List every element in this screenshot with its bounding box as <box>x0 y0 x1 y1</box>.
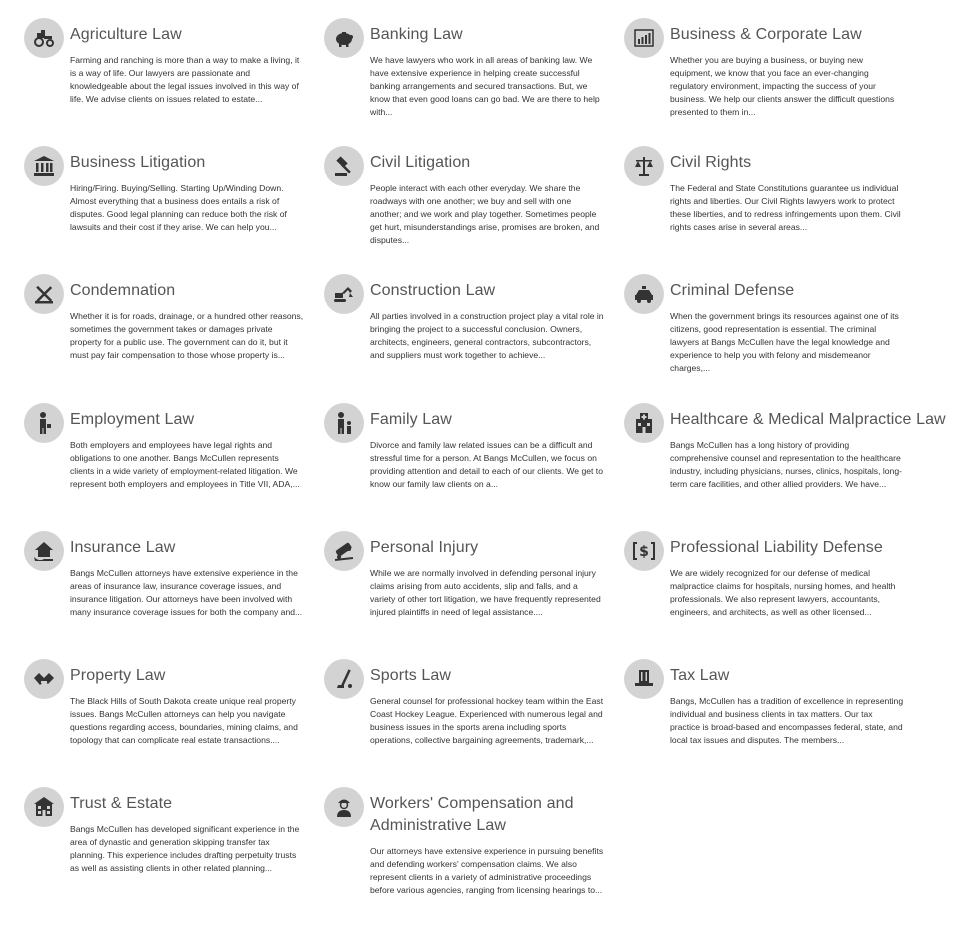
practice-area-title[interactable]: Trust & Estate <box>70 795 173 812</box>
businessman-icon[interactable] <box>24 403 64 443</box>
practice-area-description: General counsel for professional hockey team within the East Coast Hockey League. Experienced with numerous legal and business issues in the sports arena including sports operations, collective bargaining agreements, trademark,... <box>370 696 604 745</box>
uncle-sam-hat-icon[interactable] <box>624 659 664 699</box>
practice-area-title[interactable]: Banking Law <box>370 26 463 43</box>
practice-area-description: All parties involved in a construction project play a vital role in bringing the project to a successful conclusion. Owners, architects, engineers, general contractors, subcontractors, and suppliers must work together to achieve... <box>370 311 604 360</box>
practice-area-description: Hiring/Firing. Buying/Selling. Starting Up/Winding Down. Almost everything that a business does entails a risk of disputes. Good legal planning can reduce both the risk of lawsuits and their cost if they arise. We can help you... <box>70 183 287 232</box>
tractor-icon[interactable] <box>24 18 64 58</box>
practice-area-description: We are widely recognized for our defense of medical malpractice claims for hospitals, nursing homes, and health professionals. We also represent lawyers, accountants, engineers, and architects, as well as other licensed... <box>670 568 896 617</box>
practice-area-description: Both employers and employees have legal rights and obligations to one another. Bangs McCullen represents clients in a wide variety of employment-related litigation. We represent both employers and employees in Title VII, ADA,... <box>70 440 300 489</box>
family-icon[interactable] <box>324 403 364 443</box>
handshake-icon[interactable] <box>24 659 64 699</box>
practice-area-title[interactable]: Property Law <box>70 667 166 684</box>
practice-area-description: Bangs McCullen has a long history of providing comprehensive counsel and representation to the healthcare industry, including physicians, nurses, clinics, hospitals, long-term care facilities, and other allied providers. We have... <box>670 440 902 489</box>
practice-area-title[interactable]: Sports Law <box>370 667 452 684</box>
courthouse-icon[interactable] <box>24 146 64 186</box>
practice-area-title[interactable]: Tax Law <box>670 667 730 684</box>
practice-area-description: The Federal and State Constitutions guarantee us individual rights and liberties. Our Civil Rights lawyers work to protect these liberties, and to redress infringements upon them. Civil rights cases arise in several areas... <box>670 183 901 232</box>
estate-house-icon[interactable] <box>24 787 64 827</box>
practice-area-title[interactable]: Personal Injury <box>370 539 479 556</box>
practice-area-title[interactable]: Insurance Law <box>70 539 176 556</box>
practice-area-description: Bangs, McCullen has a tradition of excellence in representing individual and business clients in tax matters. Our tax practice is broad-based and encompasses federal, state, and local tax issues and disputes. The members... <box>670 696 904 745</box>
practice-area-title[interactable]: Professional Liability Defense <box>670 539 883 556</box>
practice-area-title[interactable]: Civil Rights <box>670 154 752 171</box>
practice-area-description: Farming and ranching is more than a way to make a living, it is a way of life. Our lawyers are passionate and knowledgeable about the legal issues involved in this way of life. We advise clients on issues related to estate... <box>70 55 300 104</box>
practice-area-title[interactable]: Civil Litigation <box>370 154 471 171</box>
scales-icon[interactable] <box>624 146 664 186</box>
dollar-bracket-icon[interactable] <box>624 531 664 571</box>
practice-area-description: Bangs McCullen attorneys have extensive experience in the areas of insurance law, insurance coverage issues, and insurance litigation. Our attorneys have been involved with many insurance coverage issues for both the company and... <box>70 568 303 617</box>
excavator-icon[interactable] <box>324 274 364 314</box>
practice-area-description: We have lawyers who work in all areas of banking law. We have extensive experience in helping create successful banking arrangements and secured transactions. But, we know that even good loans can go bad. We are there to help with... <box>370 55 600 117</box>
practice-area-title[interactable]: Family Law <box>370 411 452 428</box>
practice-area-title[interactable]: Agriculture Law <box>70 26 182 43</box>
practice-area-description: Divorce and family law related issues can be a difficult and stressful time for a person. At Bangs McCullen, we focus on providing attention and detail to each of our clients. We get to know our family law clients on a... <box>370 440 603 489</box>
piggy-bank-icon[interactable] <box>324 18 364 58</box>
practice-area-title[interactable]: Business & Corporate Law <box>670 26 862 43</box>
practice-area-title[interactable]: Construction Law <box>370 282 496 299</box>
practice-area-description: People interact with each other everyday. We share the roadways with one another; we buy and sell with one another; and we work and play together. Sometimes people get hurt, misunderstandings arise, promises are broken, and disputes... <box>370 183 600 245</box>
practice-area-description: When the government brings its resources against one of its citizens, good representation is essential. The criminal lawyers at Bangs McCullen have the legal knowledge and experience to help you with felony and misdemeanor charges,... <box>670 311 899 373</box>
hockey-stick-icon[interactable] <box>324 659 364 699</box>
svg-text:$: $ <box>639 544 649 560</box>
crash-icon[interactable] <box>324 531 364 571</box>
worker-icon[interactable] <box>324 787 364 827</box>
practice-area-title[interactable]: Workers' Compensation and Administrative Law <box>370 795 574 834</box>
practice-area-description: The Black Hills of South Dakota create unique real property issues. Bangs McCullen attorneys can help you navigate questions regarding access, boundaries, mining claims, and topology that can complicate real estate transactions.... <box>70 696 298 745</box>
practice-area-title[interactable]: Criminal Defense <box>670 282 795 299</box>
practice-area-description: While we are normally involved in defending personal injury claims arising from auto accidents, slip and falls, and a variety of other tort litigation, we have frequently represented injured plaintiffs in need of legal assistance.... <box>370 568 601 617</box>
practice-area-description: Whether you are buying a business, or buying new equipment, we know that you face an ever-changing regulatory environment, impacting the success of your business. We help our clients answer the difficult questions presented to them in... <box>670 55 895 117</box>
crossed-tools-icon[interactable] <box>24 274 64 314</box>
practice-area-description: Our attorneys have extensive experience in pursuing benefits and defending workers' compensation claims. We also represent clients in a variety of administrative proceedings before various agencies, ranging from licensing hearings to... <box>370 846 604 895</box>
practice-area-description: Bangs McCullen has developed significant experience in the area of dynastic and generation skipping transfer tax planning. This experience includes drafting perpetuity trusts as well as assisting clients in other related planning... <box>70 824 300 873</box>
gavel-icon[interactable] <box>324 146 364 186</box>
practice-area-title[interactable]: Business Litigation <box>70 154 206 171</box>
police-car-icon[interactable] <box>624 274 664 314</box>
practice-area-description: Whether it is for roads, drainage, or a hundred other reasons, sometimes the government takes or damages private property for a public use. The government can do it, but it must pay fair compensation to those whose property is... <box>70 311 304 360</box>
bar-chart-icon[interactable] <box>624 18 664 58</box>
practice-area-title[interactable]: Condemnation <box>70 282 176 299</box>
practice-area-title[interactable]: Employment Law <box>70 411 195 428</box>
home-protection-icon[interactable] <box>24 531 64 571</box>
practice-area-title[interactable]: Healthcare & Medical Malpractice Law <box>670 411 946 428</box>
hospital-icon[interactable] <box>624 403 664 443</box>
